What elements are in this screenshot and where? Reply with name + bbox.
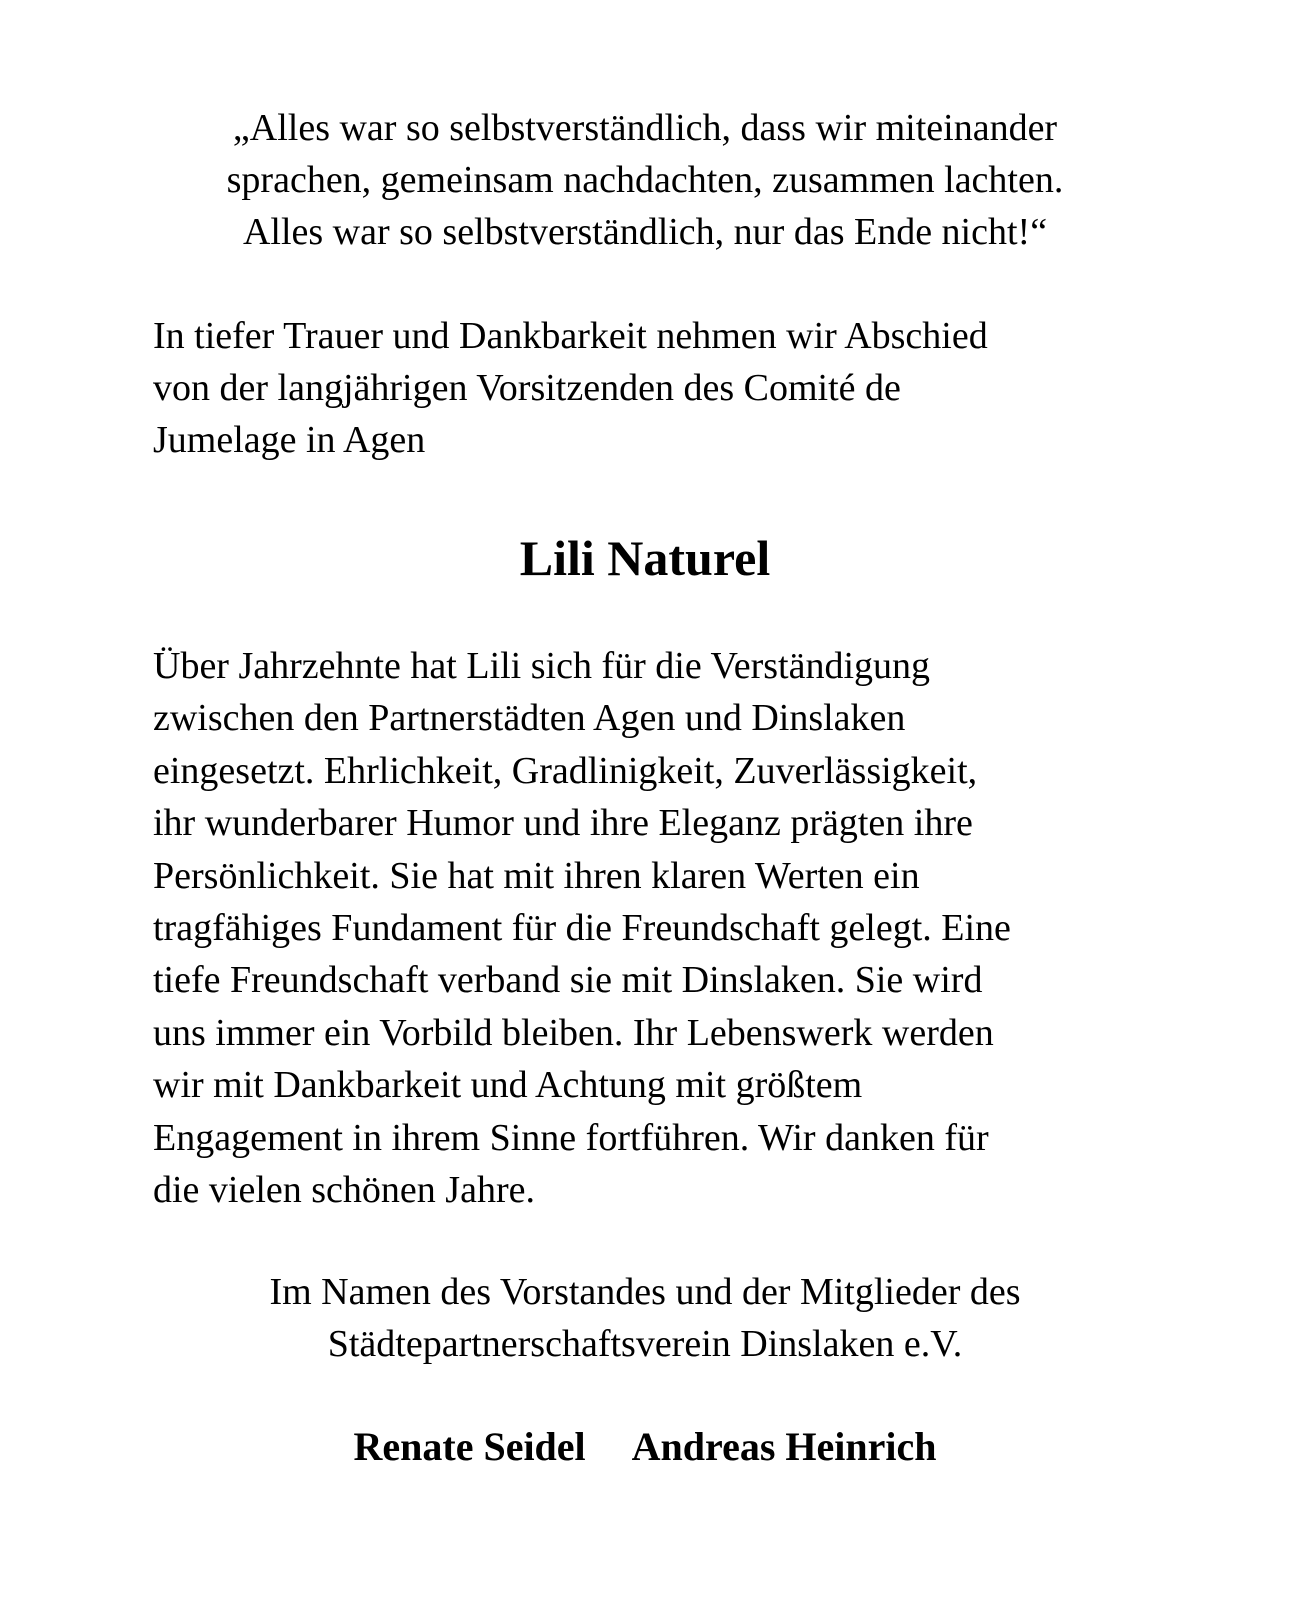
tribute-line: zwischen den Partnerstädten Agen und Dinslaken <box>153 697 906 740</box>
tribute-line: eingesetzt. Ehrlichkeit, Gradlinigkeit, Zuverlässigkeit, <box>153 749 978 792</box>
closing-note <box>120 1266 1170 1370</box>
signatory-name: Andreas Heinrich <box>631 1424 937 1469</box>
tribute-line: die vielen schönen Jahre. <box>153 1169 535 1212</box>
tribute-paragraph <box>153 640 1011 1216</box>
signatures <box>0 1422 1290 1472</box>
intro-line: von der langjährigen Vorsitzenden des Comité de <box>153 367 901 409</box>
quote <box>120 102 1170 258</box>
tribute-line: Engagement in ihrem Sinne fortführen. Wir danken für <box>153 1116 989 1159</box>
signatory-name: Renate Seidel <box>353 1424 586 1469</box>
tribute-line: wir mit Dankbarkeit und Achtung mit größtem <box>153 1064 863 1107</box>
closing-line: Städtepartnerschaftsverein Dinslaken e.V. <box>327 1323 963 1365</box>
intro-line: In tiefer Trauer und Dankbarkeit nehmen wir Abschied <box>153 315 988 357</box>
quote-line: Alles war so selbstverständlich, nur das Ende nicht!“ <box>242 211 1048 253</box>
tribute-line: ihr wunderbarer Humor und ihre Eleganz prägten ihre <box>153 802 973 845</box>
deceased-name: Lili Naturel <box>519 530 771 586</box>
tribute-line: Persönlichkeit. Sie hat mit ihren klaren Werten ein <box>153 854 920 897</box>
tribute-line: uns immer ein Vorbild bleiben. Ihr Lebenswerk werden <box>153 1011 994 1054</box>
tribute-line: tragfähiges Fundament für die Freundschaft gelegt. Eine <box>153 907 1011 950</box>
tribute-line: tiefe Freundschaft verband sie mit Dinslaken. Sie wird <box>153 959 983 1002</box>
tribute-line: Über Jahrzehnte hat Lili sich für die Verständigung <box>153 645 931 687</box>
quote-line: sprachen, gemeinsam nachdachten, zusammen lachten. <box>226 159 1064 201</box>
quote-line: „Alles war so selbstverständlich, dass wir miteinander <box>232 107 1058 149</box>
closing-line: Im Namen des Vorstandes und der Mitglieder des <box>269 1271 1021 1313</box>
intro-paragraph <box>153 310 988 466</box>
intro-line: Jumelage in Agen <box>153 419 426 461</box>
